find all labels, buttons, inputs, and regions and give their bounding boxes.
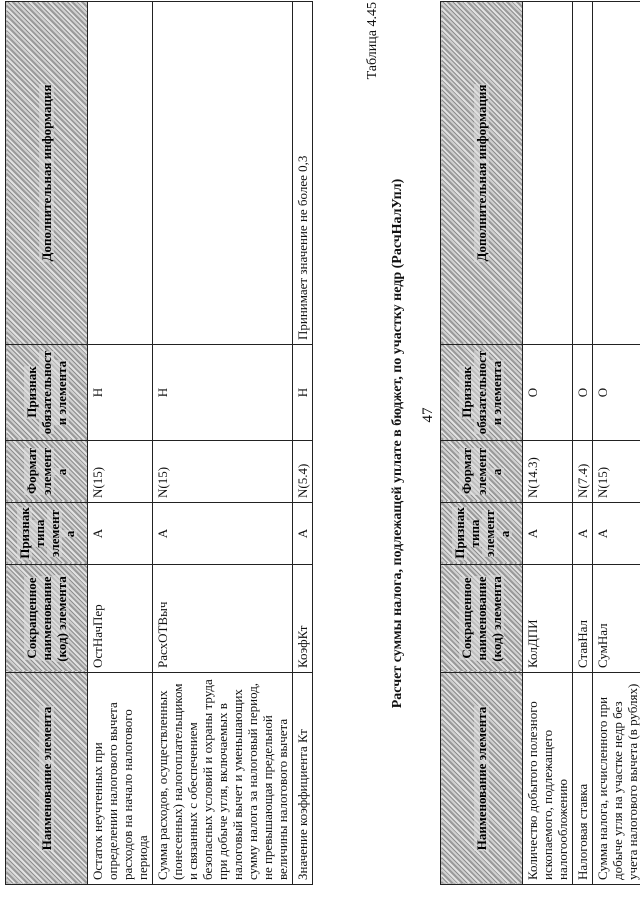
cell-element-name: Сумма расходов, осуществленных (понесенных) налогоплательщиком и связанных с обеспечением безопасных условий и охраны труда при добыче угля, включаемых в налоговый вычет и уменьшающих сумму налога за налоговый период, не превышающая предельной величины налогового вычета: [153, 673, 293, 885]
column-header: Дополнительная информация: [6, 2, 88, 345]
table-row: [593, 2, 640, 885]
cell-additional-info: [593, 2, 640, 345]
table-header-row: [441, 2, 523, 885]
cell-element-type: А: [593, 503, 640, 565]
cell-element-name: Сумма налога, исчисленного при добыче угля на участке недр без учета налогового вычета (в рублях): [593, 673, 640, 885]
cell-additional-info: [523, 2, 573, 345]
table-header-row: [6, 2, 88, 885]
table-row: [573, 2, 593, 885]
column-header: Формат элемента: [441, 441, 523, 503]
table-row: [523, 2, 573, 885]
table-row: [153, 2, 293, 885]
cell-element-name: Налоговая ставка: [573, 673, 593, 885]
cell-additional-info: Принимает значение не более 0,3: [293, 2, 313, 345]
cell-additional-info: [573, 2, 593, 345]
column-header: Признак типа элемента: [441, 503, 523, 565]
cell-element-type: А: [573, 503, 593, 565]
cell-element-name: Значение коэффициента Кт: [293, 673, 313, 885]
cell-element-code: ОстНачПер: [88, 565, 153, 673]
cell-element-required: О: [593, 345, 640, 441]
cell-element-format: N(15): [88, 441, 153, 503]
cell-element-code: КоэфКт: [293, 565, 313, 673]
column-header: Наименование элемента: [6, 673, 88, 885]
cell-element-format: N(15): [153, 441, 293, 503]
cell-element-type: А: [88, 503, 153, 565]
cell-additional-info: [153, 2, 293, 345]
cell-element-type: А: [293, 503, 313, 565]
table-caption: Таблица 4.45: [365, 2, 380, 80]
column-header: Дополнительная информация: [441, 2, 523, 345]
column-header: Наименование элемента: [441, 673, 523, 885]
column-header: Сокращенное наименование (код) элемента: [441, 565, 523, 673]
cell-element-code: СтавНал: [573, 565, 593, 673]
cell-element-required: Н: [293, 345, 313, 441]
cell-element-code: РасхОТВыч: [153, 565, 293, 673]
table-heading: Расчет суммы налога, подлежащей уплате в бюджет, по участку недр (РасчНалУпл): [390, 178, 405, 709]
cell-element-name: Количество добытого полезного ископаемого, подлежащего налогообложению: [523, 673, 573, 885]
cell-element-format: N(14.3): [523, 441, 573, 503]
column-header: Формат элемента: [6, 441, 88, 503]
cell-element-format: N(5.4): [293, 441, 313, 503]
cell-element-format: N(15): [593, 441, 640, 503]
element-table-bottom: [5, 1, 313, 885]
cell-element-code: СумНал: [593, 565, 640, 673]
cell-additional-info: [88, 2, 153, 345]
cell-element-required: О: [523, 345, 573, 441]
cell-element-required: Н: [153, 345, 293, 441]
table-row: [88, 2, 153, 885]
cell-element-name: Остаток неучтенных при определении налогового вычета расходов на начало налогового периода: [88, 673, 153, 885]
cell-element-type: А: [523, 503, 573, 565]
column-header: Признак обязательности элемента: [441, 345, 523, 441]
cell-element-code: КолДПИ: [523, 565, 573, 673]
page-number: 47: [420, 407, 436, 423]
cell-element-required: Н: [88, 345, 153, 441]
table-row: [293, 2, 313, 885]
column-header: Сокращенное наименование (код) элемента: [6, 565, 88, 673]
cell-element-type: А: [153, 503, 293, 565]
column-header: Признак типа элемента: [6, 503, 88, 565]
cell-element-format: N(7.4): [573, 441, 593, 503]
element-table-top: [440, 1, 640, 885]
column-header: Признак обязательности элемента: [6, 345, 88, 441]
cell-element-required: О: [573, 345, 593, 441]
